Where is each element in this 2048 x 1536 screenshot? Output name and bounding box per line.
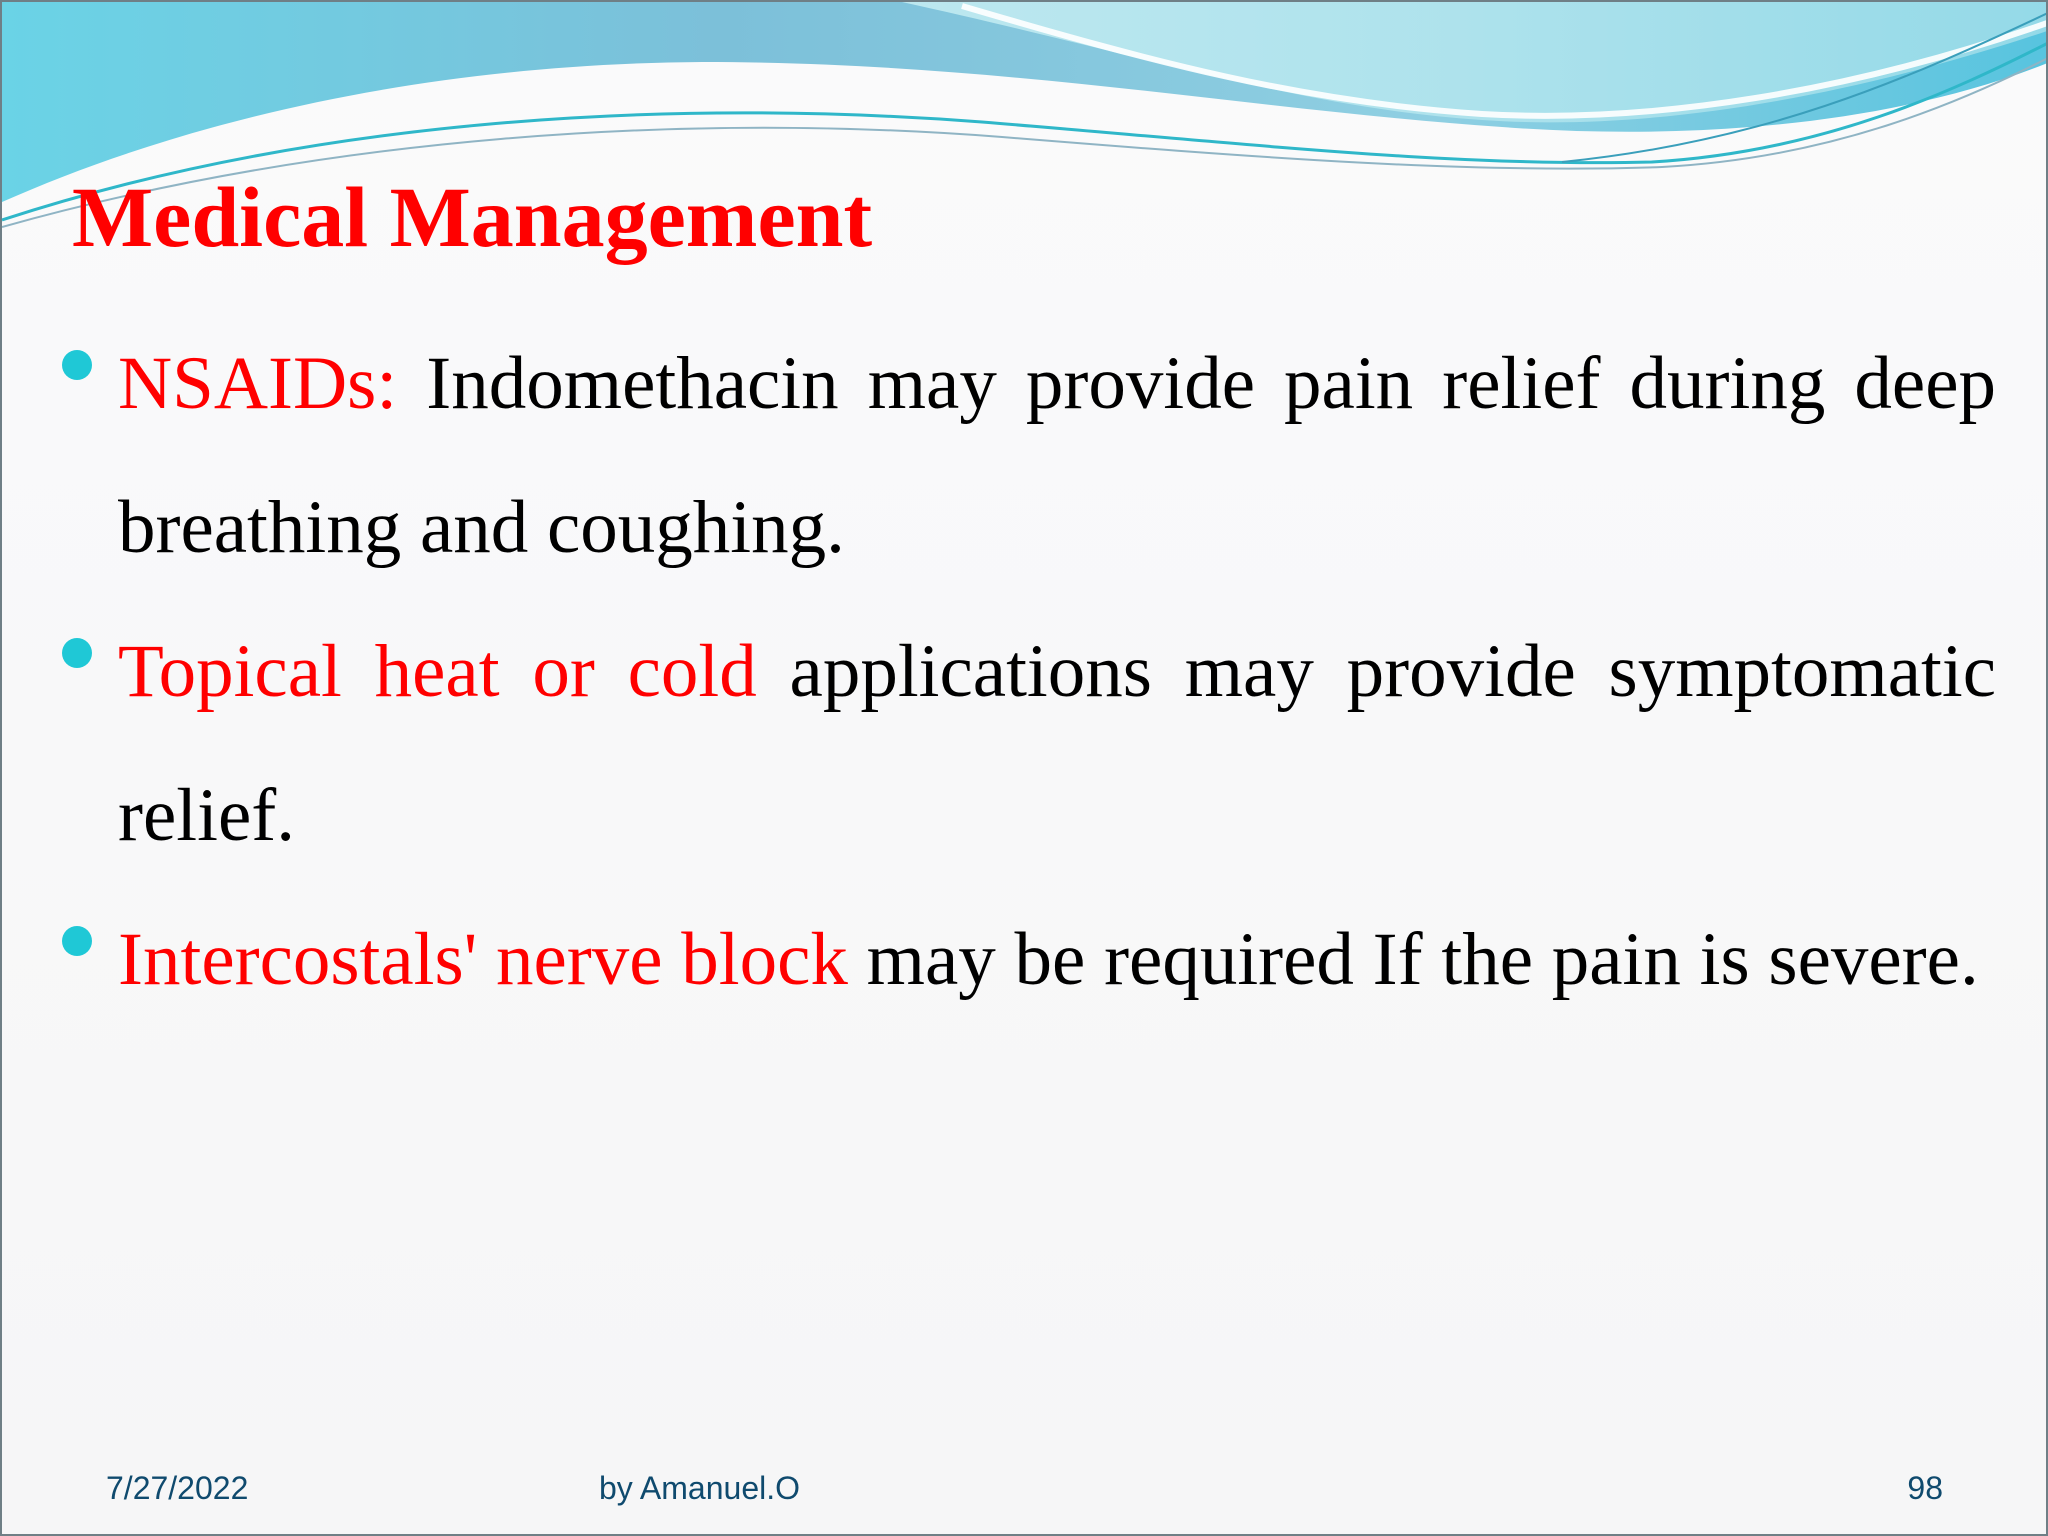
bullet-highlight: NSAIDs: [118, 342, 398, 425]
bullet-icon [62, 350, 92, 380]
bullet-icon [62, 926, 92, 956]
bullet-list [2, 332, 2048, 1052]
footer-date: 7/27/2022 [106, 1470, 249, 1506]
bullet-body: Indomethacin may provide pain relief during deep breathing and coughing. [118, 342, 1996, 569]
bullet-highlight: Intercostals' nerve block [118, 918, 848, 1001]
bullet-text [118, 888, 1996, 1032]
bullet-text [118, 312, 1996, 600]
bullet-highlight: Topical heat or cold [118, 630, 757, 713]
page-number: 98 [1907, 1470, 1943, 1506]
slide-title: Medical Management [72, 169, 873, 265]
list-item [2, 312, 2048, 600]
bullet-icon [62, 638, 92, 668]
bullet-text [118, 600, 1996, 888]
footer-author: by Amanuel.O [599, 1470, 800, 1506]
bullet-body: applications may provide symptomatic relief. [118, 630, 1996, 857]
list-item [2, 888, 2048, 1032]
bullet-body: may be required If the pain is severe. [847, 918, 1979, 1001]
list-item [2, 600, 2048, 888]
